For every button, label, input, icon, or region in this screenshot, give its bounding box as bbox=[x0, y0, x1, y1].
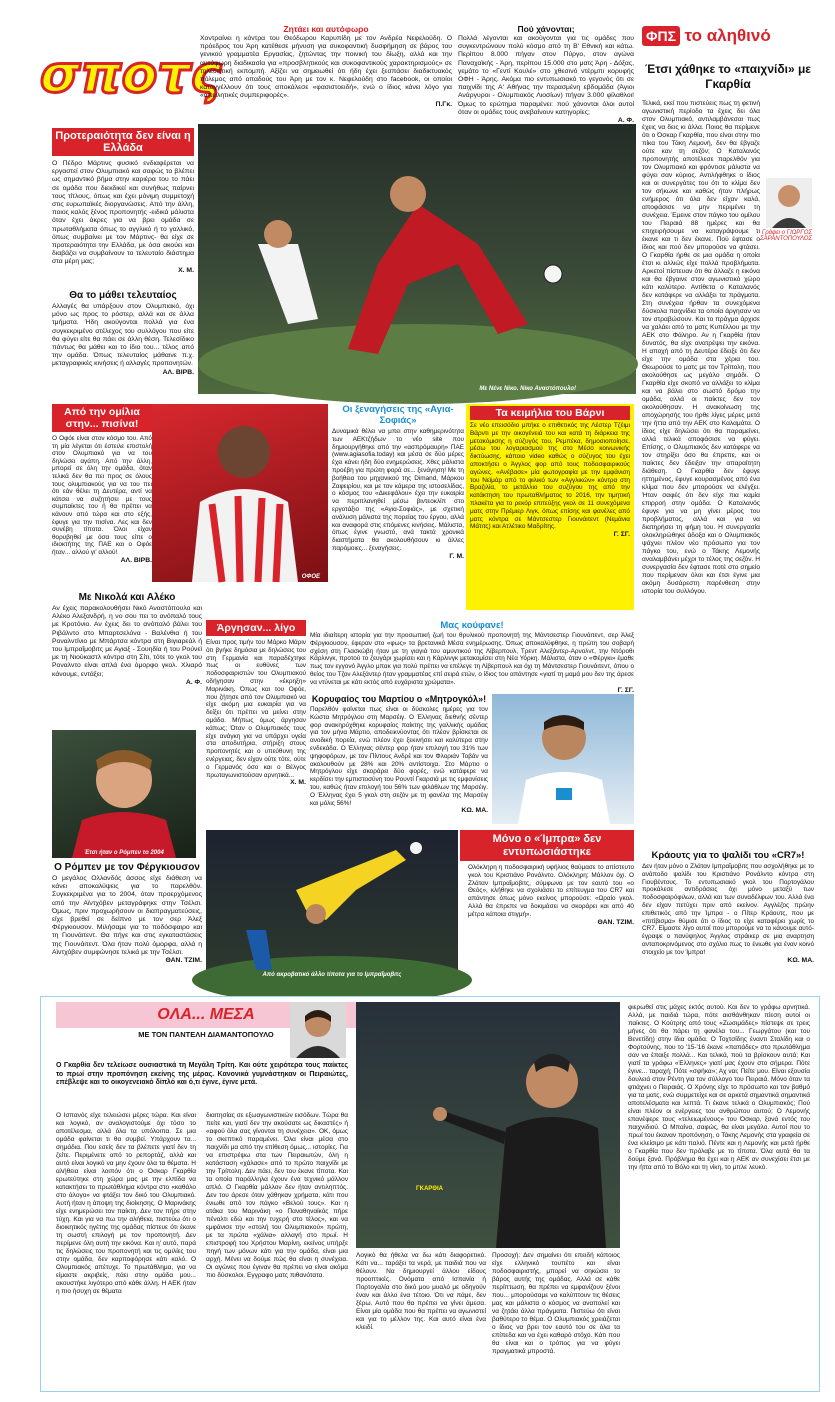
article-title: Προτεραιότητα δεν είναι η Ελλάδα bbox=[52, 128, 194, 156]
bottom-col-3a: Λογικό θα ήθελα να δω κάτι διαφορετικό. Κάτι να... ταράξει τα νερά, με παιδιά που να θέλουν. Να δημιουργεί άλλου είδους προοπτικές. Ονόματα από Ισπανία ή Πορτογαλία στο δικό μου μυαλό με οδηγούν έναν και άλλο ένα τέτοιο. Ότι να πάμε, δεν ξέρω. Αυτό που θα πρέπει να γίνει άμεσα. Είναι μία ομάδα που θα πρέπει να αγωνιστεί και για το μέλλον της. Και αυτό είναι ένα κλειδί. bbox=[356, 1252, 486, 1331]
article-body: Ολόκληρη η ποδοσφαιρική υφήλιος θαύμασε το απίστευτο γκολ του Κριστιάνο Ρονάλντο. Ολόκληρη; Μάλλον όχι. Ο Ζλάταν Ιμπραΐμοβιτς, σύμφωνα με τον εαυτό του «ο Θεός», κλήθηκε να σχολιάσει το επίτευγμα του CR7 και απάντησε όπως μόνο εκείνος μπορούσε: «Ωραίο γκολ. Αλλά θα έπρεπε να δοκιμάσει να σκοράρει και από 40 μέτρα κάποια στιγμή». bbox=[468, 864, 634, 918]
bicycle-kick-scene bbox=[206, 830, 458, 980]
photo-caption: ΜΗΤΡΟΓΛΟΥ bbox=[544, 816, 582, 822]
author-signature: Γράφει ο ΓΙΩΡΓΟΣ ΣΑΡΑΝΤΟΠΟΥΛΟΣ bbox=[760, 230, 812, 242]
article-source: Α. Φ. bbox=[185, 678, 202, 686]
article-title: Τα κειμήλια του Βάρνι bbox=[470, 406, 630, 420]
article-source: ΘΑΝ. ΤΖΙΜ. bbox=[597, 918, 634, 926]
bottom-title: ΟΛΑ... ΜΕΣΑ bbox=[56, 1002, 356, 1028]
mid-article-koryfaios bbox=[310, 694, 488, 828]
article-source: Α. Φ. bbox=[617, 117, 634, 125]
article-body: Ο Πέδρο Μάρτινς φυσικό ενδιαφέρεται να εργαστεί στον Ολυμπιακό και σαφώς το βλέπει ως σημαντικό βήμα στην καριέρα του το πάει σε ομάδα που διεκδικεί και συνήθως παίρνει τους τίτλους, όπως και έχει μόνιμη συμμετοχή στις ευρωπαϊκές διοργανώσεις. Από την άλλη, ποιος καλός ξένος προπονητής -ειδικά μάλιστα όταν έχει άκρες για να βρει ομάδα σε πρωταθλήματα όπως το αγγλικό ή το γαλλικό, όπως συμβαίνει με τον Μάρτινς- θα είχε σε προτεραιότητα την Ελλάδα, με όσα ακούει και διαβάζει να συμβαίνουν το τελευταίο διάστημα στα μέρη μας; bbox=[52, 160, 194, 266]
article-body: Μία ιδιαίτερη ιστορία για την προσωπική ζωή του θρυλικού προπονητή της Μάντσεστερ Γιουνάιτεντ, σερ Άλεξ Φέργκιουσον, έφεραν στο «φως» τα βρετανικά Μέσα ενημέρωσης. Όπως αποκαλύφθηκε, η πρώτη του σοβαρή σχέση στη Γλασκώβη ήταν με τη γιαγιά του αμυντικού της Λίβερπουλ, Τρεντ Αλεξάντερ-Αρνολντ, την Ντόροθι Κάρλινγκ, προτού το ζευγάρι χωρίσει και η Κάρλινγκ μετακομίσει στη Νέα Υόρκη. Μάλιστα, όταν ο «Φέργκι» έμαθε πως τον εγγονό Άγγλο μπακ για πολύ πρέπει να επέλεγε τη Λίβερπουλ και όχι τη Μάντσεστερ Γιουνάιτεντ, όπου ο θείος του Τζον Αλεξάντερ ήταν γραμματέας επί σειρά ετών, ο ίδιος του απάντησε «γιατί τη μαμά μου δεν της άρεσε να ντύνεται με κάτι εκτός από ευχάριστα χρώματα». bbox=[310, 632, 634, 686]
article-source: Χ. Μ. bbox=[178, 266, 194, 274]
photo-caption: Από ακροβατικό άλλο τίποτα για το Ιμπραΐμοβιτς bbox=[262, 972, 402, 978]
article-source: Χ. Μ. bbox=[290, 779, 306, 787]
section-title: το αληθινό bbox=[684, 26, 771, 45]
article-title: Άργησαν... λίγο bbox=[206, 620, 306, 636]
article-source: Γ. ΣΓ. bbox=[613, 531, 630, 539]
article-source: ΚΩ. ΜΑ. bbox=[461, 807, 488, 815]
left-article-pisina bbox=[52, 404, 152, 584]
bottom-col-4: φιερωθεί στις μάχες εκτός αυτού. Και δεν το γράφω αρνητικά. Αλλά, με παιδιά τώρα, πότε αισθάνθηκαν πίεση αυτοί οι παίκτες. Ο Κούτρης από τους «Ζωσιμάδες» πίστεψε σε τρεις μήνες ότι θα πάρει τη φανέλα του... Γεωργάτου (και του Βενετίδη) στην ίδια ομάδα. Ο Τοχτσίδης έναντι Σταλίδη και ο Φορτούνης, που το '15-'16 έκανε «παπάδες» στο πρωτάθλημα σαν να έπαιξε πολλά... Και τελικά, πού τα βρίσκουν αυτά; Και γιατί τα γράφω «Έλληνες» γιατί μας έχουν στο σήμερα. Πότε έγινε... ταραχή; Πότε «σφήκα»; Αχ ναι; Πείτε μου. Είναι εξουσία δουλειά στον Ρέντη για τον σύλλογο του Πειραιά. Μόνο όταν τα φτιάχνει ο Πειραιάς. Ο Χρόνης είχε το πρόσωπο και τον βαθμό για τα ματς, ενώ συμμετείχε και σε αρκετά σημαντικά σημαντικά αποτελέσματα και λεπτά. Τι έκανε τελικά ο Ολυμπιακός; Πού είναι πλέον οι ενέργειες του ανθρώπου αυτού; Ο Λεμονής επανέφερε τους «τελειωμένους» του Όσκαρ, ξανά εντός του παιχνιδιού. Ο Μπαίνα, σαφώς, θα είναι μεγάλο. Αυτοί που το πρωί του έκαναν προπόνηση, ο Τάκης Λεμονής στα γραφεία σε ένα κλείσιμο με κάτι παλιό. Πέντε και η Λεμονής και μετά ήρθε ο Γκαρθία που δεν πρόλαβε με το τίποτα. Όλα αυτά θα τα δούμε ξανά. Πρόβλημα θα έχει και η ΑΕΚ αν συνεχίσει έτσι με την ήττα από το Βόλο και τη νίκη, το μπλε λευκό. bbox=[628, 1004, 811, 1171]
author-avatar bbox=[290, 1002, 346, 1058]
article-body: Ο Οφόε είναι στον κόσμο του. Από τη μία λέγεται ότι έστειλε επιστολή στον Ολυμπιακό για να του δηλώσει αγάπη. Από την άλλη, μπορεί σε όλη την ομάδα, όταν τελικά δεν θα πει προς σε όλους τους ολυμπιακούς για να του πει ότι εάν θέλει τη Δευτέρα, αντί να κάτσει να συζητήσει με τους συμπαίκτες του ή θα πρέπει να κάνουν από τώρα και στο εξής, έφυγε για την πισίνα. Λες και δεν συνέβη τίποτα. Όλοι είχαν θορυβηθεί με όσα τους είπε ο ιδιοκτήτης της ΠΑΕ και ο Οφόε ήταν... αλλού γι' αλλού! bbox=[52, 435, 152, 556]
top-article-zitaei bbox=[200, 24, 452, 120]
article-body: Χοντραίνει η κόντρα του Θεόδωρου Καρυπίδη με τον Ανδρέα Νεφελούδη. Ο πρόεδρος του Άρη κατέθεσε μήνυση για συκοφαντική δυσφήμηση σε βάρος του γενικού γραμματέα Εργασίας, ζητώντας την ποινική του δίωξη, αλλά και την αυτόφωρη διαδικασία για «προσβλητικούς και συκοφαντικούς χαρακτηρισμούς» σε τηλεοπτική εκπομπή. Αξίζει να σημειωθεί ότι ήδη έχει ξεσπάσει διαδικτυακός πόλεμος από οπαδούς του Άρη με τον κ. Νεφελούδη στο facebook, οι οποίοι καταγγέλλουν ότι τους αποκάλεσε «φασιστοειδή», ενώ ο ίδιος κάνει λόγο για «απειλητικές συμπεριφορές». bbox=[200, 35, 452, 100]
logo-art bbox=[36, 36, 222, 105]
article-source: ΘΑΝ. ΤΖΙΜ. bbox=[165, 957, 202, 965]
photo-caption: Έτσι ήταν ο Ρόμπεν το 2004 bbox=[84, 850, 164, 856]
photo-caption: Με Νένε Νίκο. Νίκο Αναστόπουλο! bbox=[479, 386, 576, 392]
article-source: ΑΛ. ΒΙΡΒ. bbox=[120, 556, 152, 564]
zlatan-photo bbox=[206, 830, 458, 980]
bottom-col-1: Ο Ισπανός είχε τελειώσει μέρες τώρα. Και είναι και λογικό, αν αναλογιστούμε όχι τόσο το αποτέλεσμα, αλλά όλα τα υπόλοιπα. Σε μια ομάδα φαίνεται τι θα συμβεί. Υπάρχουν τα... σημάδια. Που εσείς δεν τα βλέπετε γιατί δεν τη ζείτε. Περιμένετε από το ρεπορτάζ, αλλά και αυτό είναι λογικό να μην έχουν όλα τα θέματα. Η αλήθεια είναι λοιπόν ότι ο Όσκαρ Γκαρθία ερωτεύτηκε στη χώρα μας με την ελπίδα να κατακτήσει το πρωτάθλημα κόντρα στο «καθάλο στο άλογο» να φτάξει τον δικό του Ολυμπιακό. Αυτή ήταν η άποψη της διοίκησης. Ο Μαρινάκης είχε ενημερώσει τον παίκτη. Δεν τον πήρε στην τύχη. Και για να πω την αλήθεια, πιστεύω ότι ο διοικητικός ηγέτης της ομάδας πίστευε ότι έκανε τη σωστή επιλογή με τον προπονητή. Δεν περίμενε όλη αυτή την εικόνα. Και η' αυτό, παρά τις δηλώσεις του προπονητή και τις ομιλίες του στην ομάδα, δεν καρποφόρησε κάτι καλό. Ο Ολυμπιακός απέτυχε. Το πρωτάθλημα, για να είμαστε ακριβείς, πάει στην ομάδα μου... ακουστήκε λιγότερο από κάθε άλλη. Η ΑΕΚ ήταν η πιο ήσυχη σε θέματα bbox=[56, 1112, 196, 1295]
article-headline: Έτσι χάθηκε το «παιχνίδι» με Γκαρθία bbox=[644, 62, 812, 91]
article-body: Αλλαγές θα υπάρξουν στον Ολυμπιακό, όχι μόνο ως προς το ρόστερ, αλλά και σε άλλα τμήματα. Ήδη ακούγονται πολλά για ένα συγκεκριμένο στέλεχος του συλλόγου που είτε θα φύγει είτε θα πάει σε άλλη θέση. Τελεσίδικο πάντως θα μάθει και το ίδιο του... τέλος από την ομάδα. Όπως τελευταίος μάθαινε π.χ. μεταγραφικές κινήσεις ή αλλαγές προπονητών. bbox=[52, 303, 194, 368]
right-header bbox=[642, 26, 814, 52]
right-article-title bbox=[642, 62, 814, 98]
player-silhouette bbox=[152, 404, 328, 582]
player-silhouette bbox=[492, 694, 634, 824]
mitroglou-photo bbox=[492, 694, 634, 824]
left-article-robben bbox=[52, 862, 202, 992]
article-body: Αν έχεις παρακολουθήσει Νικό Αναστόπουλο και Αλέκο Αλεξανδρή, η νο σου πει το ανόπαλό τους με Κροτόνιο. Αν έχεις δει το ανόπαλό βάλει του Ριβάλντο στο Μπαρτσελόνα - Βαλένθια ή του Ροναλντίνιο με Μπάρτσα κόντρα στη Βιγιαρεάλ ή του Ιμπραΐμοβιτς με Αγιαξ - Σουηδία ή του Ρούνεϊ με τη Νιούκαστλ κόντρα στη Σίτι, τότε το γκολ του Ροναλντο είναι απλά ένα όμορφο γκολ. Χλιαρό κάνουμε, εντάξει; bbox=[52, 605, 202, 678]
action-scene bbox=[198, 124, 636, 394]
mid-article-ibra bbox=[460, 830, 634, 980]
mid-article-varni bbox=[466, 404, 634, 610]
article-title: Μας κούφανε! bbox=[440, 620, 504, 631]
article-title: Από την ομίλια στην... πισίνα! bbox=[52, 404, 152, 432]
article-title: Ο Ρόμπεν με τον Φέργκιουσον bbox=[54, 862, 200, 873]
article-title: Με Νικολά και Αλέκο bbox=[78, 592, 176, 603]
logo-text: σποτς bbox=[40, 45, 222, 105]
intro-text: Ο Γκαρθία δεν τελείωσε ουσιαστικά τη Μεγάλη Τρίτη. Και ούτε χειρότερα τους παίκτες το πρωί στην προπόνηση εκείνης της μέρας. Κανονικά γυμνάστηκαν οι Πειραιώτες, επέβλεψε και το οικογενειακό δίπλό και ό,τι έγινε, έγινε μετά. bbox=[56, 1062, 348, 1087]
article-source: Π.Γκ. bbox=[435, 100, 452, 108]
article-body: Παρελθόν φαίνεται πως είναι οι δύσκολες ημέρες για τον Κώστα Μητρόγλου στη Μαρσέιγ. Ο Έλληνας διεθνής σέντερ φορ ανακηρύχθηκε κορυφαίος παίκτης της γαλλικής ομάδας για τον μήνα Μάρτιο, αποδεικνύοντας ότι πλέον βρίσκεται σε ανοδική πορεία, ενώ πλέον έχει ξεκινήσει και καλύτερα στην ενδεκάδα. Ο Έλληνας σέντερ φορ ήταν επιλογή του 31% των ψηφοφόρων, με τον Πίντους Ανδρέ και τον Φλοριάν Τοβάν να ακολουθούν με 28% και 20% αντίστοιχα. Στο Μάρτιο ο Μητρόγλου είχε σκοράρει δύο φορές, ενώ κατάφερε να κερδίσει την εμπιστοσύνη του Ρουντί Γκαρσιά με τις εμφανίσεις του, καθώς ήταν επιλογή του 56% των φιλάθλων της Μαρσέιγ. Ο Έλληνας έχει 5 γκολ στη σεζόν με τη φανέλα της Μαρσέιγ και μόλις 56%! bbox=[310, 706, 488, 807]
article-source: ΚΩ. ΜΑ. bbox=[787, 956, 814, 964]
garcia-photo bbox=[356, 1002, 620, 1248]
article-title: Οι ξεναγήσεις της «Αγια-Σοφιάς» bbox=[342, 404, 454, 426]
author-avatar bbox=[766, 178, 812, 228]
right-author-photo bbox=[766, 178, 812, 228]
article-source: Γ. Μ. bbox=[449, 552, 464, 560]
photo-caption: ΟΦΟΕ bbox=[301, 574, 320, 580]
left-article-nikolas bbox=[52, 592, 202, 724]
article-source: Γ. ΣΓ. bbox=[617, 686, 634, 694]
section-badge: ΦΠΣ bbox=[642, 26, 680, 46]
mid-article-koufane bbox=[310, 620, 634, 694]
bottom-intro bbox=[56, 1062, 348, 1108]
article-title: Κράουτς για το ψαλίδι του «CR7»! bbox=[651, 850, 805, 861]
article-body: Πολλά λέγονται και ακούγονται για τις ομάδες που συγκεντρώνουν πολύ κόσμο από τη Β' Εθνική και κάτω. Περίπου 8.000 πήγαν στον Πύργο, στον αγώνα Παναχαϊκής - Άρη, περίπου 15.000 στο ματς Άρη - Δόξας, γεμάτο το «Γεντί Κουλέ» στο χθεσινό ντέρμπι κορυφής ΟΦΗ - Άρης. Ακόμα πιο εντυπωσιακό το γεγονός ότι σε παιχνίδι της Α' Αθήνας την περασμένη εβδομάδα (Άγιοι Ανάργυροι - Ολυμπιακός Λιοσίων) πήγαν 3.000 φίλαθλοι! Όμως το ερώτημα παραμένει: πού χάνονται όλοι αυτοί όταν οι ομάδες τους ανεβαίνουν κατηγορίες; bbox=[458, 35, 634, 116]
article-title: Μόνο ο «Ίμπρα» δεν εντυπωσιάστηκε bbox=[460, 830, 634, 861]
player-silhouette bbox=[52, 730, 196, 858]
bottom-col-3b: Προσοχή: Δεν σημαίνει ότι επειδή κάποιος είχε ελληνικό τουπέτο και είναι ποδοσφαιριστής, μπορεί να σηκώσει το βάρος αυτής της ομάδας. Αλλά σε κάθε περίπτωση, θα πρέπει να εμφανίζουν ξένοι που... μπορούσαμε να καλύπτουν τις θέσεις μας και μάλιστα ο κόσμος να αναπολεί και να ζητάει άλλα πράγματα. Πιστεύω ότι είναι βαθύτερο το θέμα. Ο Ολυμπιακός χρειάζεται ο ίδιος να βρει τον εαυτό του σε όλα τα επίπεδα και να έχει καθαρό στόχο. Κάτι που θα είναι και ο τρόπος για να φύγει πραγματικά μπροστά. bbox=[492, 1252, 620, 1355]
left-article-proteraiotita bbox=[52, 128, 194, 288]
left-article-telefteos bbox=[52, 290, 194, 390]
article-body: Δυναμικά θέλει να μπει στην καθημερινότητα των ΑΕΚτζήδων το νέο site που δημιουργήθηκε από την «ασπρόμαυρη» ΠΑΕ (www.agiasofia.today) και μέσα σε δύο μέρες έχει κάνει ήδη δύο ενημερώσεις. Χθες μάλιστα προέβη για πρώτη φορά σε... ξενάγηση! Με τη βοήθεια του μηχανικού της Dimand, Μάρκου Ζαφειρίου, και με τον κάμερα της ιστοσελίδας, ο κόσμος του «Δικεφάλου» έχει την ευκαιρία να περιπλανηθεί μέσω βιντεοκλίπ στο εργοτάξιο της «Αγια-Σοφιάς», με σχετική ανάλυση μάλιστα της πορείας του έργου, αλλά και αναφορά στις επόμενες κινήσεις. Μάλιστα, όπως έγινε γνωστό, ανά τακτά χρονικά διαστήματα θα ακολουθήσουν κι άλλες παρόμοιες... ξεναγήσεις. bbox=[332, 428, 464, 552]
robben-photo bbox=[52, 730, 196, 858]
right-article-body: Τελικά, εκεί που πιστεύεις πως τη φετινή αγωνιστική περίοδο τα έχεις δει όλα στον Ολυμπιακό, αντιλαμβάνεσαι πως έχεις να δεις κι άλλα. Ποιος θα περίμενε ότι ο Όσκαρ Γκαρθία, που είναι στην πιο πίκα του Τάκη Λεμονή, δεν θα έβγαζε ούτε καν τη σεζόν; Ο Καταλανός προπονητής αποτέλεσε παρελθόν για τον Ολυμπιακό και φρόντισε μάλιστα να φύγει σαν κύριος. Αντιλήφθηκε ο ίδιος και οι συνεργάτες του ότι το κλίμα δεν τον σήκωνε και καθώς ήταν πλήρως ενήμερος ότι όλα δεν είχαν καλά, αποφάσισε να μην περιμένει τη συνέχεια. Έμεινε στον πάγκο του ομίλου του Πειραιά 88 ημέρες και θα επιχειρήσουμε να καταγράψουμε τι έκανε και τι δεν έκανε. Πού έφτασε ο ίδιος και πού δεν μπορούσε να φτάσει. Ο Γκαρθία ήρθε σε μια ομάδα η οποία έτσι κι αλλιώς είχε πολλά προβλήματα. Αρκετοί πίστευαν ότι θα άλλαζε η εικόνα και θα έβγαινε στον αγωνιστικό χώρο κάτι καλύτερο. Αντίθετα ο Καταλανός δεν κατάφερε να αλλάξει τα πράγματα. Στη συνέχεια ήρθαν τα συνεχόμενα δύσκολα παιχνίδια τα οποία άργησαν να τον στραβώσουν. Και το πράγμα άρχισε να χαλάει από το ματς Κυπέλλου με την ΑΕΚ στο Φάληρο. Αν η Γκαρθία ήταν δυνατός, θα είχε ανατρέψει την εικόνα. Η αποχή από τη Δευτέρα έδειξε ότι δεν είχε την ομάδα στα χέρια του. Θεωρούσε το ματς με τον Τρίπολη, που ακολούθησε ως μεγάλο σημάδι. Ο Γκαρθία είχε σκοπό να αλλάξει το κλίμα και να βάλει στο σωστό δρόμο την ομάδα, αλλά οι παίκτες δεν τον ακολούθησαν. Η ανακοίνωση της αποχώρησής του ήρθε λίγες μέρες μετά την ήττα από την ΑΕΚ στο Καλαμάτα. Ο ίδιος είχε δηλώσει ότι θα παραμείνει, αλλά τελικά αποφάσισε να φύγει. Επίσης, ο Ολυμπιακός δεν κατάφερε να τον στηρίξει όσο θα έπρεπε, και οι παίκτες δεν έδειξαν την απαραίτητη διάθεση. Ο Γκαρθία δεν έφυγε ηττημένος, έφυγε κουρασμένος από ένα κλίμα που δεν μπορούσε να ελέγξει. Ήταν σαφές ότι δεν είχε πια καμία επιρροή στην ομάδα. Ο Καταλανός έφυγε για να μη γίνει μέρος του προβλήματος, αλλά και για να διατηρήσει τη φήμη του. Η συνεργασία ολοκληρώθηκε άδοξα και ο Ολυμπιακός ψάχνει πλέον νέο πρόσωπο για τον πάγκο του, ενώ ο Τάκης Λεμονής αναλαμβάνει μέχρι το τέλος της σεζόν. Η συνεργασία δεν έφτασε ποτέ στο σημείο που περίμεναν όλοι και έτσι έγινε μια ακόμη δυσάρεστη παρένθεση στην ιστορία του συλλόγου. bbox=[642, 100, 760, 595]
bottom-col-2: διαιτησίας σε εξωαγωνιστικών εισόδων. Τώρα θα πείτε και, γιατί δεν την ακούσατε ως δικαστές» ή «αφού όλα σας γίνονται τη συνέχεια». ΟΚ, όμως το σκεπτικό παραμένει. Όλα είναι μέσα στο παιχνίδι μα από την επίθεση όμως... ιστορίες. Για να επιστρέψω στα των Πειραιωτών, όλη η κατάσταση «χάλασε» από το πρώτο παιχνίδι με την Τρίπολη. Δεν πάει, δεν του έκανε τίποτα. Και τα οποία παράλληλα έχουν ένα τεχνικό μάλλον απλό. Ο Γκαρθία μάλλον δεν ήταν αντιληπτός. Δεν του άρεσε όταν χάθηκαν χρήματα, κάτι που ένιωθε από τον πάγκο «Βελού τους». Και η ατάκα του Μαρινάκη «ο Παναθηναϊκός πήρε πέναλτι εδώ και την τυχερή στο τέλος», και να εμφάνισε την «στολή του Ολυμπιακού» πρώτη, με τα πρώτα «χάλια» αλλαγή στο πρωί. Η επιστροφή του Χρήστου Μαρίνη, εκείνος υπήρξε πηγή των μόνων κάτι για την ομάδα, είναι μια αρχή. Μένει να δούμε πώς θα είναι η συνέχεια. Οι αγώνες που έγιναν θα πρέπει να είναι ακόμα πιο δύσκολοι. Εγγραφο ματς πιθανότατα. bbox=[206, 1112, 348, 1279]
main-action-photo bbox=[198, 124, 636, 394]
article-body: Είναι προς τιμήν του Μάρκο Μάριν ότι βγήκε δημόσια με δηλώσεις του στη Γερμανία και παραδέχτηκε πως οι ευθύνες των ποδοσφαιριστών του Ολυμπιακού οδήγησαν στην «έκρηξη» Μαρινάκη. Όπως και του Οφόε, που ζήτησε από τον Ολυμπιακό να είχε ακόμη μια ευκαιρία για να δείξει ότι πρέπει να μείνει στην ομάδα. Μήπως όμως άργησαν κάπως; Όταν ο Ολυμπιακός τους είχε ανάγκη για να υπάρχει υγεία στα αποδυτήρια, στήριξη στους προπονητές και ο υπεύθυνη της ενέργειας, δεν είχαν ούτε τότε, ούτε ο Γερμανός όσο και ο Βέλγος πρωταγωνιστούσαν αρνητικά... bbox=[206, 639, 306, 779]
ofoe-photo bbox=[152, 404, 328, 582]
mid-article-xenagiseis bbox=[332, 404, 464, 610]
masthead-logo bbox=[36, 36, 222, 105]
bottom-author-photo bbox=[290, 1002, 346, 1058]
article-source: ΑΛ. ΒΙΡΒ. bbox=[162, 368, 194, 376]
article-title: Κορυφαίος του Μαρτίου ο «Μητρογκόλ»! bbox=[311, 694, 487, 704]
article-title: Πού χάνονται; bbox=[517, 24, 575, 34]
coach-scene bbox=[356, 1002, 620, 1248]
top-article-pou-hanontai bbox=[458, 24, 634, 125]
bottom-subtitle: ΜΕ ΤΟΝ ΠΑΝΤΕΛΗ ΔΙΑΜΑΝΤΟΠΟΥΛΟ bbox=[138, 1030, 274, 1039]
article-title: Ζητάει και αυτόφωρο bbox=[283, 24, 369, 34]
mid-article-argisan bbox=[206, 620, 306, 852]
article-body: Σε νέο επεισόδιο μπήκε ο επιθετικός της Λέστερ Τζέιμι Βάρντι με την οικογένειά του και κατά τη διάρκεια της μετακόμισης η σύζυγός του, Ρεμπέκα, δημοσιοποίησε, μέσω του λογαριασμού της στο Μέσο κοινωνικής δικτύωσης, κάποιο video καθώς ο σύζυγος του έχει αποκτήσει ο Άγγλος φορ από τους ποδοσφαιρικούς αγώνες. «Ανέβασε» μία φωτογραφία με την εμφάνιση του Νεϊμάρ από το φιλικό των «Αγγλικών» κόντρα στη Βραζιλία, το μετάλλιο του συζύγου της από την κατάκτηση του πρωταθλήματος το 2016, την τιμητική πλακέτα για το ρεκόρ επιτεύξης γκολ σε 11 συνεχόμενα ματς στην Πρέμιερ Λιγκ, όπως επίσης και φανέλες από ματς κόντρα σε Μάντσεστερ Γιουνάιτεντ (Νεμάνια Μάτιτς) και Ατλέτικο Μαδρίτης. bbox=[470, 422, 630, 531]
right-article-cr7 bbox=[642, 850, 814, 992]
article-body: Ο μεγάλος Ολλανδός άσσος είχε διάθεση να κάνει αποκαλύψεις για το παρελθόν. Συγκεκριμένα για το 2004, όταν προερχόμενος από την Αϊντχόβεν μεταγράφηκε στην Τσέλσι. Όμως, πριν προχωρήσουν οι διαπραγματεύσεις, είχε βρεθεί σε δείπνο με τον σερ Άλεξ Φέργκιουσον. Μιλήσαμε για το ποδόσφαιρο και τη Γιουνάιτεντ. Θα πήγε και στις εγκαταστάσεις της Γιουνάιτεντ. Όλα ήταν πολύ όμορφα, αλλά η Αϊντχόβεν συμφώνησε τελικά με την Τσέλσι. bbox=[52, 875, 202, 956]
photo-caption: ΓΚΑΡΘΙΑ bbox=[416, 1186, 443, 1192]
article-body: Δεν ήταν μόνο ο Ζλάταν Ιμπραΐμοβιτς που ασχολήθηκε με το ανάποδο ψαλίδι του Κριστιάνο Ρονάλντο κόντρα στη Γιουβέντους. Το εντυπωσιακό γκολ του Πορτογάλου προκάλεσε αντιδράσεις όχι μόνο μεταξύ των ποδοσφαιρόφιλων, αλλά και των συναδέλφων του. Αλλά ένα δεν είχαν πετύχει πριν από εκείνον. Αγγλέζος πρώην επιθετικός από την Ίμπρα - ο Πίτερ Κράουτς, που με «πιτίβισμα» θύμισε ότι ο ίδιος το είχε καταφέρει χωρίς το CR7. Είμαστε λίγο αυτοί που μπορούμε να το κάνουμε αυτό- έγραψε ο πανύψηλος Άγγλος στράικερ σε μια αναρτηση ανταποκρινόμενος στο σχόλιο πως το ένιωθε για έναν κοινό στοιχείο με τον Ίμπρα! bbox=[642, 863, 814, 956]
article-title: Θα το μάθει τελευταίος bbox=[69, 290, 177, 301]
